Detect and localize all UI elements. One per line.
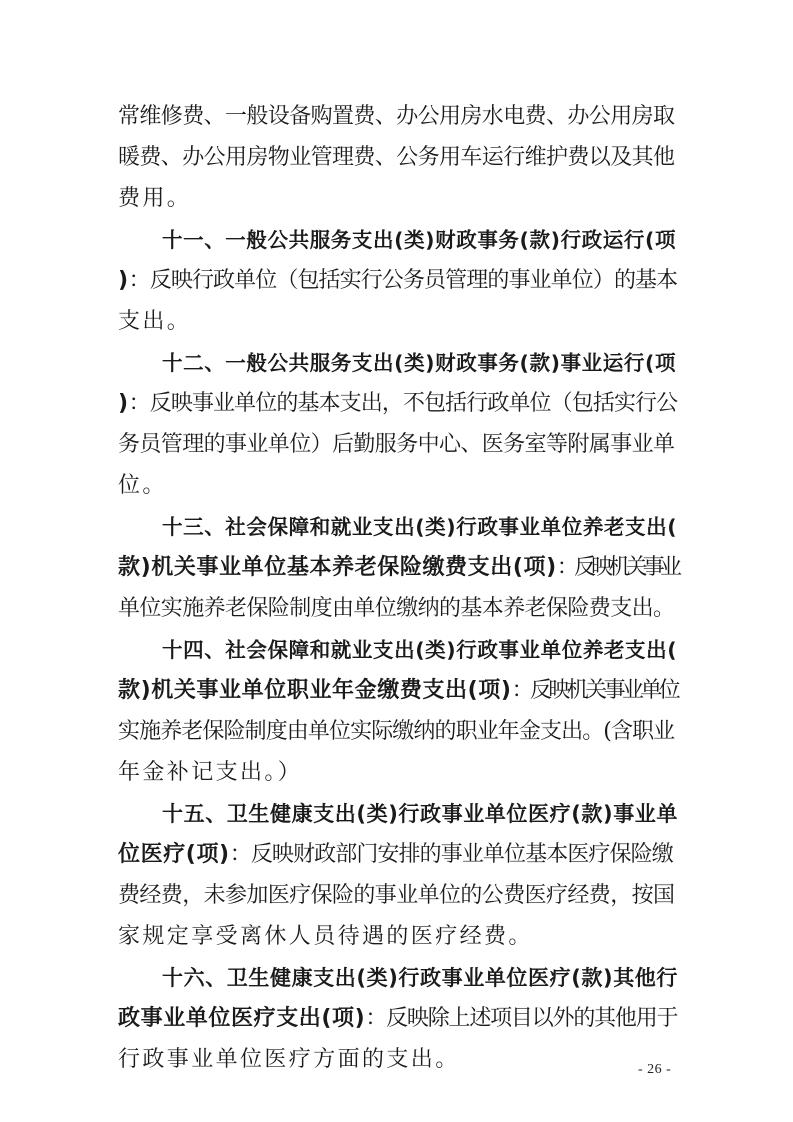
text-run: ：反映财政部门安排的事业单位基本医疗保险缴 [229, 842, 673, 867]
text-run: 常维修费、一般设备购置费、办公用房水电费、办公用房取 [118, 104, 675, 129]
page-number: - 26 - [638, 1062, 672, 1077]
heading-run: 十五、卫生健康支出(类)行政事业单位医疗(款)事业单 [162, 802, 678, 826]
paragraph-line [118, 1045, 678, 1075]
paragraph-line [118, 143, 678, 173]
text-run: 实施养老保险制度由单位实际缴纳的职业年金支出。(含职业 [118, 719, 675, 744]
paragraph-line [118, 1004, 678, 1034]
paragraph-line [118, 471, 678, 501]
paragraph-line [118, 553, 678, 583]
text-run: ：反映除上述项目以外的其他用于 [365, 1006, 678, 1031]
paragraph-line [118, 102, 678, 132]
heading-run: 十三、社会保障和就业支出(类)行政事业单位养老支出( [162, 515, 678, 539]
heading-run: 十四、社会保障和就业支出(类)行政事业单位养老支出( [162, 638, 678, 662]
paragraph-line [118, 717, 678, 747]
paragraph-line [118, 307, 678, 337]
heading-run: 十二、一般公共服务支出(类)财政事务(款)事业运行(项 [162, 351, 677, 375]
heading-run: 位医疗(项) [118, 842, 230, 867]
text-run: 务员管理的事业单位）后勤服务中心、医务室等附属事业单 [118, 432, 675, 457]
text-run: 位。 [118, 473, 167, 498]
heading-run: 十一、一般公共服务支出(类)财政事务(款)行政运行(项 [162, 228, 677, 252]
text-run: ：反映事业单位的基本支出，不包括行政单位（包括实行公 [128, 391, 678, 416]
paragraph-line [118, 676, 678, 706]
section-heading-line [162, 348, 678, 378]
section-heading-line [162, 512, 678, 542]
text-run: 家规定享受离休人员待遇的医疗经费。 [118, 924, 533, 949]
heading-run: ) [118, 268, 129, 293]
paragraph-line [118, 922, 678, 952]
text-run: 费用。 [118, 186, 192, 211]
heading-run: 政事业单位医疗支出(项) [118, 1006, 366, 1031]
heading-run: 款)机关事业单位基本养老保险缴费支出(项) [118, 555, 557, 580]
paragraph-line [118, 184, 678, 214]
section-heading-line [162, 225, 678, 255]
section-heading-line [162, 799, 678, 829]
paragraph-line [118, 430, 678, 460]
paragraph-line [118, 881, 678, 911]
section-heading-line [162, 963, 678, 993]
paragraph-line [118, 840, 678, 870]
text-run: 年金补记支出。） [118, 760, 303, 785]
text-run: ：反映机关事业 [556, 555, 678, 580]
paragraph-line [118, 594, 678, 624]
text-run: 支出。 [118, 309, 192, 334]
section-heading-line [162, 635, 678, 665]
heading-run: ) [118, 391, 129, 416]
text-run: ：反映机关事业单位 [511, 678, 678, 703]
text-run: ：反映行政单位（包括实行公务员管理的事业单位）的基本 [128, 268, 678, 293]
paragraph-line [118, 758, 678, 788]
text-run: 单位实施养老保险制度由单位缴纳的基本养老保险费支出。 [118, 596, 675, 621]
paragraph-line [118, 266, 678, 296]
text-run: 行政事业单位医疗方面的支出。 [118, 1047, 460, 1072]
heading-run: 款)机关事业单位职业年金缴费支出(项) [118, 678, 512, 703]
heading-run: 十六、卫生健康支出(类)行政事业单位医疗(款)其他行 [162, 966, 678, 990]
paragraph-line [118, 389, 678, 419]
text-run: 费经费，未参加医疗保险的事业单位的公费医疗经费，按国 [118, 883, 675, 908]
text-run: 暖费、办公用房物业管理费、公务用车运行维护费以及其他 [118, 145, 675, 170]
